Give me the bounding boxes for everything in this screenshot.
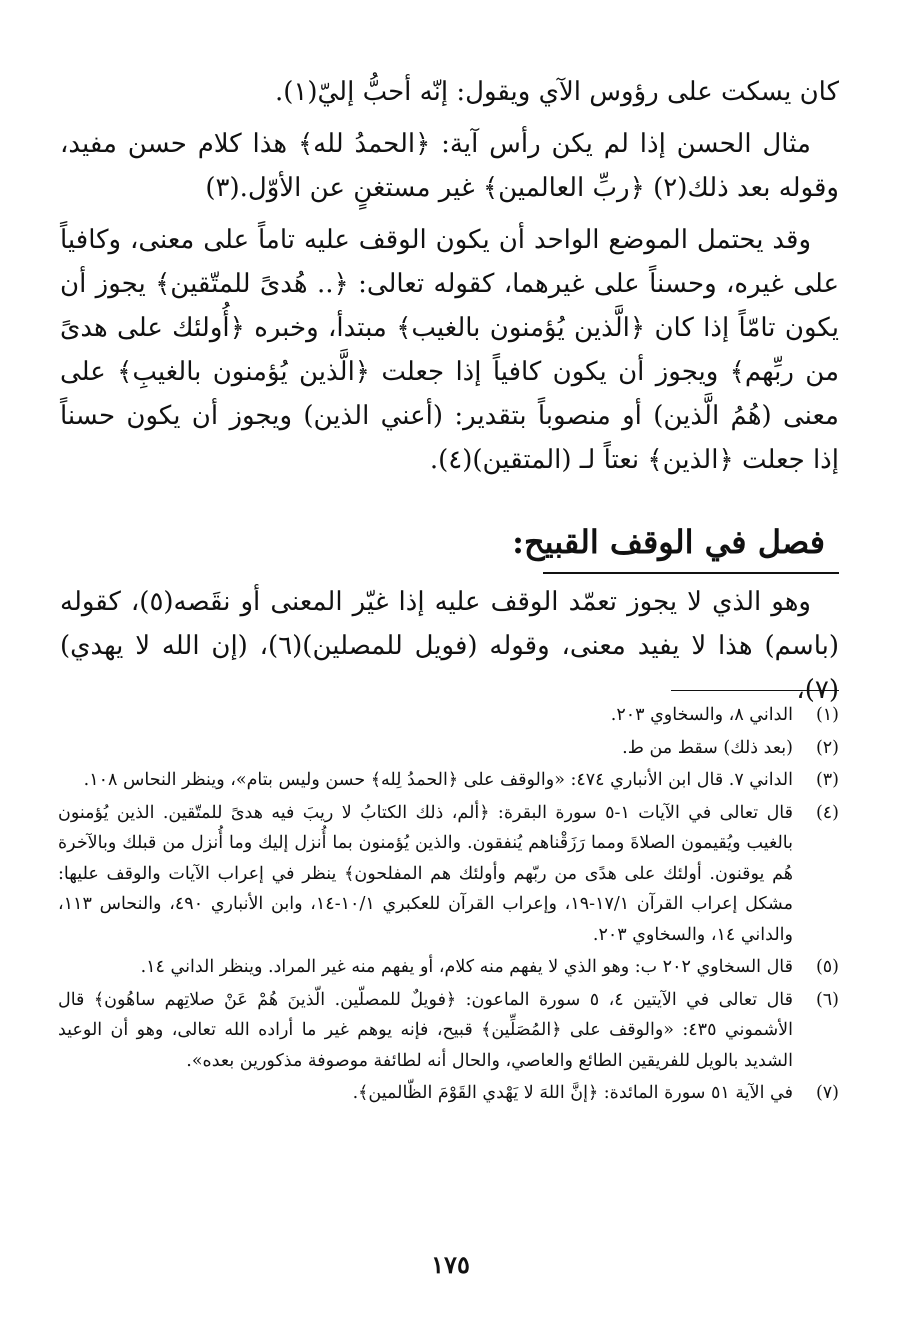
footnote-number: (٧) (815, 1083, 839, 1103)
footnotes (58, 700, 839, 1111)
section-text (60, 580, 839, 712)
paragraph-2: مثال الحسن إذا لم يكن رأس آية: ﴿الحمدُ لله﴾ هذا كلام حسن مفيد، وقوله بعد ذلك(٢) ﴿ربِّ العالمين﴾ غير مستغنٍ عن الأوّل.(٣) (60, 129, 839, 203)
footnote-separator (671, 690, 839, 691)
footnote-text: (بعد ذلك) سقط من ط. (622, 737, 793, 758)
footnote-text: الداني ٧. قال ابن الأنباري ٤٧٤: «والوقف على ﴿الحمدُ لِله﴾ حسن وليس بتام»، وينظر النحاس ١٠٨. (83, 770, 793, 790)
main-text (60, 70, 839, 482)
footnote-text: في الآية ٥١ سورة المائدة: ﴿إنَّ اللهَ لا يَهْدي القَوْمَ الظّالمين﴾. (352, 1083, 793, 1103)
footnote-number: (٤) (815, 802, 839, 823)
footnote-number: (٢) (815, 737, 839, 758)
section-heading: فصل في الوقف القبيح: (512, 523, 825, 561)
footnote (58, 1078, 839, 1109)
footnote-number: (٥) (815, 957, 839, 977)
paragraph-3: وقد يحتمل الموضع الواحد أن يكون الوقف عليه تاماً على معنى، وكافياً على غيره، وحسناً على غيرهما، كقوله تعالى: ﴿.. هُدىً للمتّقين﴾ يجوز أن يكون تامّاً إذا كان ﴿الَّذين يُؤمنون بالغيب﴾ مبتدأ، وخبره ﴿أُولئك على هدىً من ربِّهم﴾ ويجوز أن يكون كافياً إذا جعلت ﴿الَّذين يُؤمنون بالغيبِ﴾ على معنى (هُمُ الَّذين) أو منصوباً بتقدير: (أعني الذين) ويجوز أن يكون حسناً إذا جعلت ﴿الذين﴾ نعتاً لـ (المتقين)(٤). (60, 225, 840, 475)
heading-underline (543, 572, 839, 574)
paragraph-1: كان يسكت على رؤوس الآي ويقول: إنّه أحبُّ إليّ(١). (274, 77, 839, 107)
footnote (58, 798, 839, 951)
footnote-text: قال تعالى في الآيتين ٤، ٥ سورة الماعون: ﴿فويلٌ للمصلّين. الّذينَ هُمْ عَنْ صلاتِهم ساهُون﴾ قال الأشموني ٤٣٥: «والوقف على ﴿المُصَلِّين﴾ قبيح، فإنه يوهم غير ما أراده الله تعالى، وهو أن الوعيد الشديد بالويل للفريقين الطائع والعاصي، والحال أنه لطائفة موصوفة مذكورين بعده». (58, 989, 794, 1071)
page-number: ١٧٥ (431, 1250, 470, 1279)
footnote-number: (١) (815, 705, 839, 725)
footnote-number: (٦) (815, 989, 839, 1010)
footnote-text: قال تعالى في الآيات ١-٥ سورة البقرة: ﴿ألم، ذلك الكتابُ لا ريبَ فيه هدىً للمتّقين. الذين يُؤمنون بالغيب ويُقيمون الصلاةَ ومما رَزَقْناهم يُنفقون. والذين يُؤمنون بما أُنزل إليك وما أُنزل من قبلك وبالآخرة هُم يوقنون. أولئك على هدًى من ربّهم وأولئك هم المفلحون﴾ ينظر في إعراب الآيات والوقف عليها: مشكل إعراب القرآن ١٧/١-١٩، وإعراب القرآن للعكبري ١٠/١-١٤، وابن الأنباري ٤٩٠، والنحاس ١١٣، والداني ١٤، والسخاوي ٢٠٣. (58, 802, 793, 945)
footnote-text: الداني ٨، والسخاوي ٢٠٣. (610, 705, 793, 725)
section-paragraph: وهو الذي لا يجوز تعمّد الوقف عليه إذا غيّر المعنى أو نقَصه(٥)، كقوله (باسم) هذا لا يفيد معنى، وقوله (فويل للمصلين)(٦)، (إن الله لا يهدي)(٧)، (60, 587, 839, 705)
footnote-number: (٣) (815, 770, 839, 790)
footnote (58, 700, 839, 731)
footnote (58, 952, 839, 983)
section-heading-block (60, 512, 839, 574)
footnote (58, 765, 839, 796)
footnote (58, 985, 839, 1077)
footnote-text: قال السخاوي ٢٠٢ ب: وهو الذي لا يفهم منه كلام، أو يفهم منه غير المراد. وينظر الداني ١٤. (140, 957, 793, 977)
footnote (58, 733, 839, 764)
